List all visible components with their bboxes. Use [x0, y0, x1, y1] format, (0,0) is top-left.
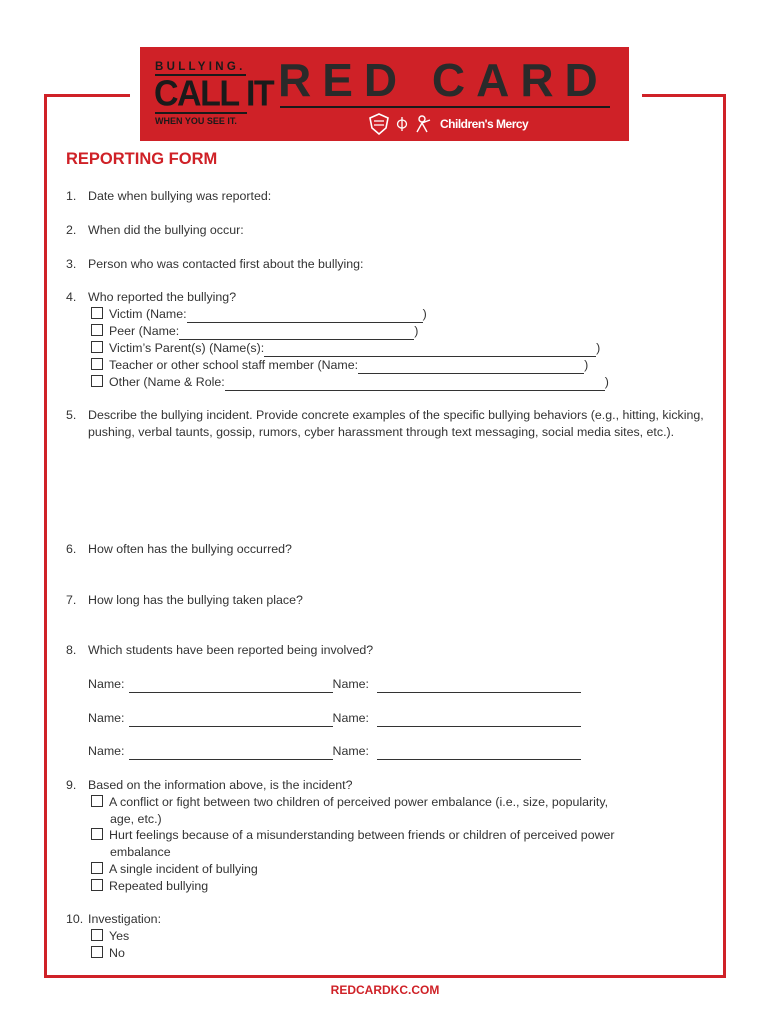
- option-label: A single incident of bullying: [109, 862, 258, 876]
- question-text: Who reported the bullying?: [88, 290, 237, 304]
- banner-title: RED CARD: [278, 54, 609, 106]
- paren: ): [422, 307, 427, 321]
- question-text: Investigation:: [88, 912, 162, 926]
- question-number: 5.: [66, 408, 77, 422]
- question-3: [66, 256, 364, 273]
- paren: ): [414, 324, 419, 338]
- incident-option-single: [91, 861, 258, 878]
- question-5-text: Describe the bullying incident. Provide concrete examples of the specific bullying behaviors (e.g., hitting, kicking, pushing, verbal taunts, gossip, rumors, cyber harassment through text messaging, social media sites, etc.).: [88, 408, 704, 439]
- option-label: Peer (Name:: [109, 324, 180, 338]
- question-number: 2.: [66, 223, 77, 237]
- question-number: 8.: [66, 643, 77, 657]
- incident-option-hurt-feelings: [91, 827, 615, 844]
- checkbox[interactable]: [91, 375, 103, 387]
- name-field[interactable]: [129, 713, 333, 727]
- checkbox[interactable]: [91, 795, 103, 807]
- question-9: [66, 777, 353, 794]
- question-5-number: [66, 407, 88, 424]
- sponsor-logos: [368, 113, 528, 135]
- question-number: 3.: [66, 257, 77, 271]
- checkbox[interactable]: [91, 828, 103, 840]
- name-label: Name:: [88, 677, 125, 691]
- name-label: Name:: [88, 711, 125, 725]
- question-number: 4.: [66, 290, 77, 304]
- reporter-option-teacher: [91, 357, 588, 374]
- question-text: Which students have been reported being involved?: [88, 643, 374, 657]
- question-text: How often has the bullying occurred?: [88, 542, 292, 556]
- paren: ): [584, 358, 589, 372]
- reporter-option-parent: [91, 340, 600, 357]
- reporter-option-victim: [91, 306, 427, 323]
- reporter-option-other: [91, 374, 609, 391]
- checkbox[interactable]: [91, 324, 103, 336]
- option-label: Victim (Name:: [109, 307, 187, 321]
- name-field[interactable]: [129, 746, 333, 760]
- name-label: Name:: [88, 744, 125, 758]
- incident-option-conflict: [91, 794, 608, 811]
- paren: ): [596, 341, 601, 355]
- frame-border: [44, 94, 130, 97]
- question-text: When did the bullying occur:: [88, 223, 244, 237]
- name-field[interactable]: [377, 679, 581, 693]
- sponsor-name: Children's Mercy: [440, 117, 529, 131]
- question-4: [66, 289, 236, 306]
- checkbox[interactable]: [91, 929, 103, 941]
- checkbox[interactable]: [91, 862, 103, 874]
- header-banner: [140, 47, 629, 141]
- checkbox[interactable]: [91, 341, 103, 353]
- question-number: 6.: [66, 542, 77, 556]
- frame-border: [723, 94, 726, 978]
- frame-border: [44, 94, 47, 978]
- incident-option-conflict-cont: age, etc.): [110, 812, 162, 826]
- question-1: [66, 188, 271, 205]
- question-7: [66, 592, 303, 609]
- option-label: Other (Name & Role:: [109, 375, 225, 389]
- banner-bullying-text: BULLYING.: [155, 61, 246, 76]
- name-field[interactable]: [358, 360, 584, 374]
- incident-option-hurt-feelings-cont: embalance: [110, 845, 171, 859]
- option-label: Hurt feelings because of a misunderstanding between friends or children of perceived power: [109, 828, 615, 842]
- name-field[interactable]: [377, 746, 581, 760]
- frame-border: [44, 975, 726, 978]
- option-label: Teacher or other school staff member (Name:: [109, 358, 359, 372]
- name-field[interactable]: [377, 713, 581, 727]
- question-number: 7.: [66, 593, 77, 607]
- option-label: No: [109, 946, 125, 960]
- name-label: Name:: [332, 711, 369, 725]
- question-10: [66, 911, 161, 928]
- name-field[interactable]: [264, 343, 596, 357]
- question-2: [66, 222, 244, 239]
- phi-logo-icon: [396, 115, 408, 133]
- name-field[interactable]: [187, 309, 423, 323]
- name-field[interactable]: [129, 679, 333, 693]
- question-text: Date when bullying was reported:: [88, 189, 272, 203]
- student-name-row: [88, 743, 581, 760]
- incident-option-repeated: [91, 878, 208, 895]
- banner-call-it-text: CALL IT: [154, 73, 274, 114]
- option-label: Repeated bullying: [109, 879, 209, 893]
- childrens-mercy-logo-icon: [414, 114, 434, 134]
- option-label: A conflict or fight between two children of perceived power embalance (i.e., size, popularity,: [109, 795, 609, 809]
- name-field[interactable]: [179, 326, 414, 340]
- question-text: How long has the bullying taken place?: [88, 593, 303, 607]
- student-name-row: [88, 676, 581, 693]
- investigation-option-yes: [91, 928, 129, 945]
- footer-url[interactable]: REDCARDKC.COM: [330, 983, 440, 997]
- question-6: [66, 541, 292, 558]
- checkbox[interactable]: [91, 307, 103, 319]
- student-name-row: [88, 710, 581, 727]
- question-text: Based on the information above, is the incident?: [88, 778, 353, 792]
- name-field[interactable]: [225, 377, 605, 391]
- frame-border: [642, 94, 726, 97]
- question-text: Person who was contacted first about the bullying:: [88, 257, 364, 271]
- option-label: Yes: [109, 929, 130, 943]
- form-title: REPORTING FORM: [66, 150, 218, 168]
- question-number: 10.: [66, 912, 84, 926]
- banner-rule: [280, 106, 610, 108]
- checkbox[interactable]: [91, 358, 103, 370]
- checkbox[interactable]: [91, 879, 103, 891]
- question-number: 1.: [66, 189, 77, 203]
- question-number: 9.: [66, 778, 77, 792]
- question-8: [66, 642, 373, 659]
- name-label: Name:: [332, 744, 369, 758]
- investigation-option-no: [91, 945, 125, 962]
- shield-logo-icon: [368, 113, 390, 135]
- paren: ): [604, 375, 609, 389]
- checkbox[interactable]: [91, 946, 103, 958]
- banner-when-text: WHEN YOU SEE IT.: [155, 112, 247, 126]
- option-label: Victim’s Parent(s) (Name(s):: [109, 341, 265, 355]
- name-label: Name:: [332, 677, 369, 691]
- reporter-option-peer: [91, 323, 418, 340]
